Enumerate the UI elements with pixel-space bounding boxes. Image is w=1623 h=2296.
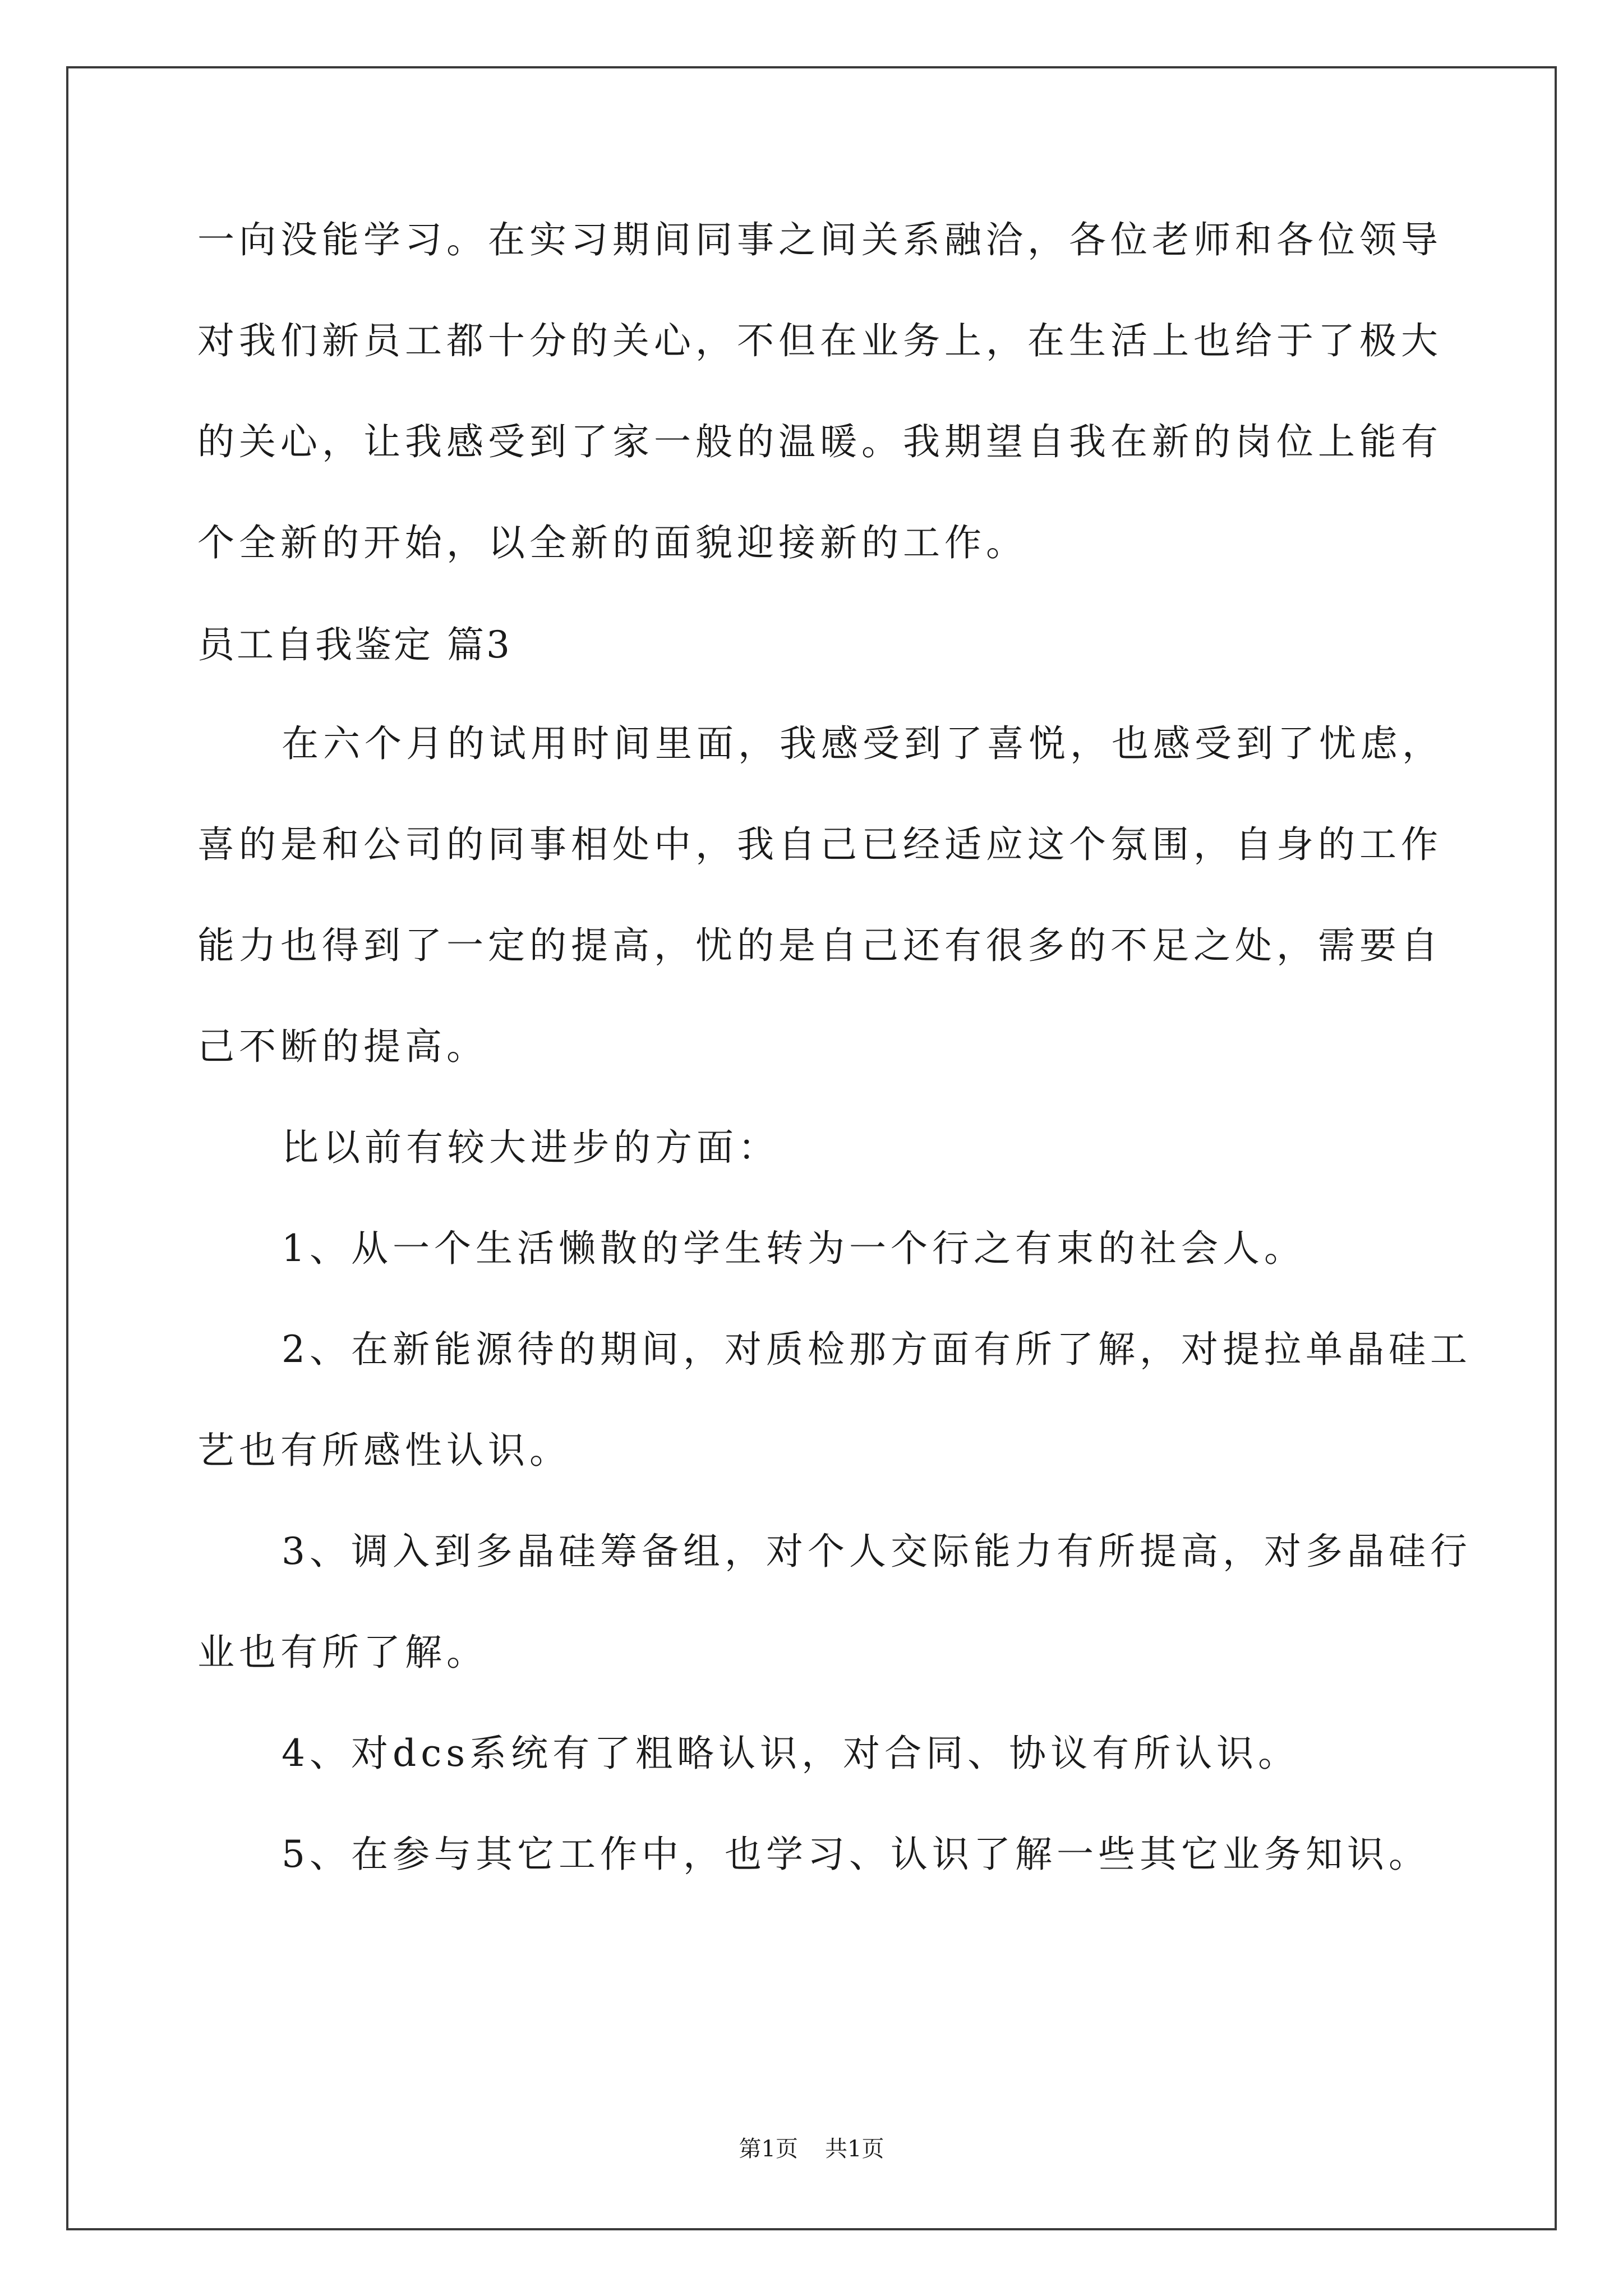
list-item: 3、调入到多晶硅筹备组，对个人交际能力有所提高，对多晶硅行 — [282, 1530, 1472, 1573]
list-item: 1、从一个生活懒散的学生转为一个行之有束的社会人。 — [282, 1227, 1306, 1270]
page-footer — [0, 2135, 1623, 2163]
paragraph-line: 喜的是和公司的同事相处中，我自己已经适应这个氛围，自身的工作 — [197, 823, 1442, 866]
list-item: 2、在新能源待的期间，对质检那方面有所了解，对提拉单晶硅工 — [282, 1328, 1472, 1371]
paragraph-line: 一向没能学习。在实习期间同事之间关系融洽，各位老师和各位领导 — [197, 218, 1442, 261]
paragraph-line: 艺也有所感性认识。 — [197, 1429, 571, 1472]
paragraph-line: 业也有所了解。 — [197, 1631, 488, 1674]
paragraph-line: 在六个月的试用时间里面，我感受到了喜悦，也感受到了忧虑， — [282, 722, 1444, 765]
paragraph-line: 对我们新员工都十分的关心，不但在业务上，在生活上也给于了极大 — [197, 319, 1442, 362]
paragraph-line: 比以前有较大进步的方面： — [282, 1126, 780, 1169]
paragraph-line: 个全新的开始，以全新的面貌迎接新的工作。 — [197, 521, 1027, 564]
list-item: 5、在参与其它工作中，也学习、认识了解一些其它业务知识。 — [282, 1833, 1430, 1876]
section-heading: 员工自我鉴定 篇3 — [197, 623, 512, 666]
paragraph-line: 己不断的提高。 — [197, 1025, 488, 1068]
paragraph-line: 的关心，让我感受到了家一般的温暖。我期望自我在新的岗位上能有 — [197, 420, 1442, 463]
page-number: 第1页 — [739, 2136, 798, 2162]
page-total: 共1页 — [825, 2136, 884, 2162]
paragraph-line: 能力也得到了一定的提高，忧的是自己还有很多的不足之处，需要自 — [197, 924, 1442, 967]
list-item: 4、对dcs系统有了粗略认识，对合同、协议有所认识。 — [282, 1732, 1300, 1775]
